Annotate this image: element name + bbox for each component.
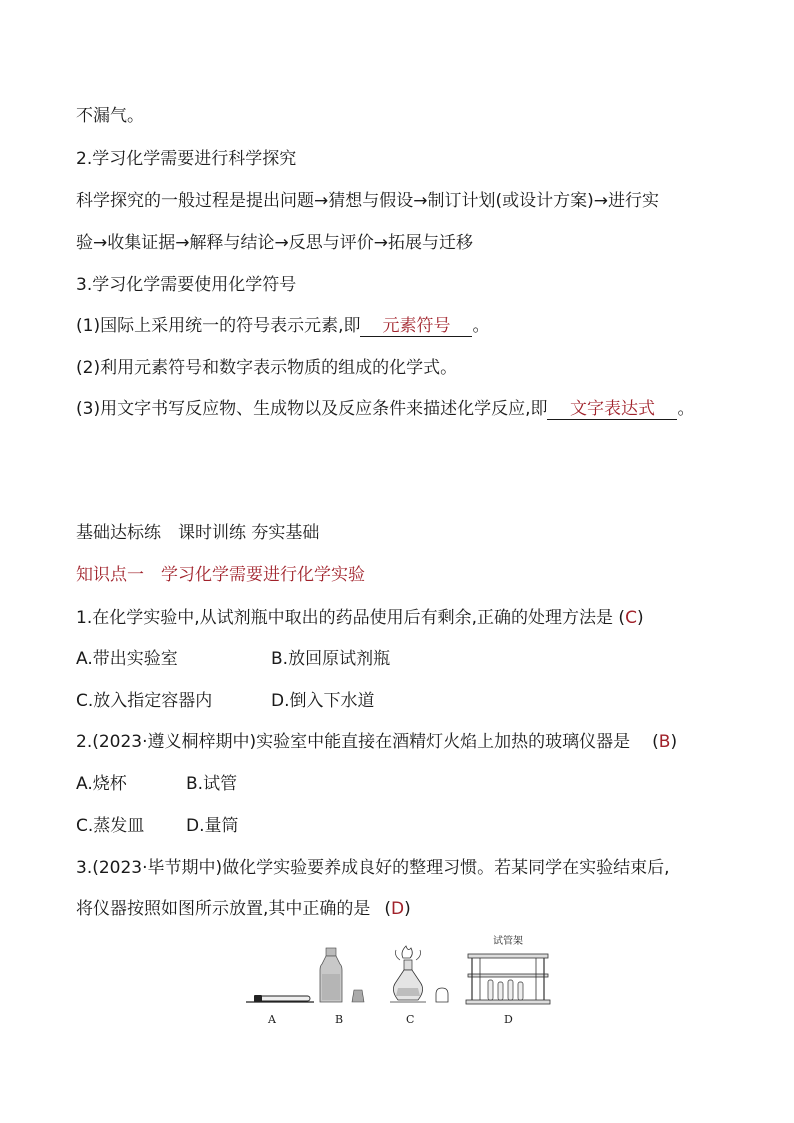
question-3-stem-cont: 将仪器按照如图所示放置,其中正确的是 (D) <box>76 899 411 919</box>
question-text: 将仪器按照如图所示放置,其中正确的是 <box>76 899 371 919</box>
heading-science-inquiry: 2.学习化学需要进行科学探究 <box>76 149 297 169</box>
rack-caption: 试管架 <box>493 936 523 947</box>
question-1-options-row <box>76 647 390 671</box>
fill-in-line-2 <box>76 397 694 421</box>
option-c: C.蒸发皿 <box>76 816 145 836</box>
option-d: D.倒入下水道 <box>271 691 375 711</box>
knowledge-point-title: 知识点一 学习化学需要进行化学实验 <box>76 565 365 585</box>
question-2-stem: 2.(2023·遵义桐梓期中)实验室中能直接在酒精灯火焰上加热的玻璃仪器是 (B) <box>76 732 678 752</box>
answer-mark: C <box>625 608 637 628</box>
heading-chemical-symbols: 3.学习化学需要使用化学符号 <box>76 275 297 295</box>
answer-mark: D <box>391 899 405 919</box>
test-tube-rack-icon <box>466 954 550 1004</box>
question-2-options-row <box>76 814 239 838</box>
fill-in-text: (3)用文字书写反应物、生成物以及反应条件来描述化学反应,即 <box>76 399 548 419</box>
figure-label-b: B <box>335 1013 344 1026</box>
option-d: D.量筒 <box>186 816 239 836</box>
reagent-bottle-icon <box>320 948 364 1002</box>
fill-in-line-1 <box>76 314 489 338</box>
question-text: 2.(2023·遵义桐梓期中)实验室中能直接在酒精灯火焰上加热的玻璃仪器是 <box>76 732 631 752</box>
fill-in-text: 。 <box>677 399 695 419</box>
fill-in-text: (1)国际上采用统一的符号表示元素,即 <box>76 316 361 336</box>
option-a: A.烧杯 <box>76 774 127 794</box>
question-3-stem: 3.(2023·毕节期中)做化学实验要养成良好的整理习惯。若某同学在实验结束后, <box>76 858 670 878</box>
text-line: 科学探究的一般过程是提出问题→猜想与假设→制订计划(或设计方案)→进行实 <box>76 191 659 211</box>
answer-blank: 元素符号 <box>360 314 472 337</box>
fill-in-text: 。 <box>472 316 490 336</box>
figure-label-d: D <box>504 1013 513 1026</box>
figure-label-c: C <box>406 1013 415 1026</box>
question-1-options-row <box>76 689 375 713</box>
figure-label-a: A <box>268 1013 276 1026</box>
lab-apparatus-figure <box>240 930 560 1030</box>
text-line: (2)利用元素符号和数字表示物质的组成的化学式。 <box>76 358 458 378</box>
question-2-options-row <box>76 772 237 796</box>
test-tube-lying-icon <box>246 995 314 1002</box>
alcohol-lamp-icon <box>390 946 448 1002</box>
text-line: 不漏气。 <box>76 106 144 126</box>
option-c: C.放入指定容器内 <box>76 691 213 711</box>
answer-blank: 文字表达式 <box>547 397 677 420</box>
section-title: 基础达标练 课时训练 夯实基础 <box>76 523 320 543</box>
question-1-stem: 1.在化学实验中,从试剂瓶中取出的药品使用后有剩余,正确的处理方法是 (C) <box>76 608 644 628</box>
option-a: A.带出实验室 <box>76 649 178 669</box>
option-b: B.放回原试剂瓶 <box>271 649 391 669</box>
answer-mark: B <box>658 732 671 752</box>
option-b: B.试管 <box>186 774 238 794</box>
text-line: 验→收集证据→解释与结论→反思与评价→拓展与迁移 <box>76 233 473 253</box>
question-text: 1.在化学实验中,从试剂瓶中取出的药品使用后有剩余,正确的处理方法是 <box>76 608 614 628</box>
